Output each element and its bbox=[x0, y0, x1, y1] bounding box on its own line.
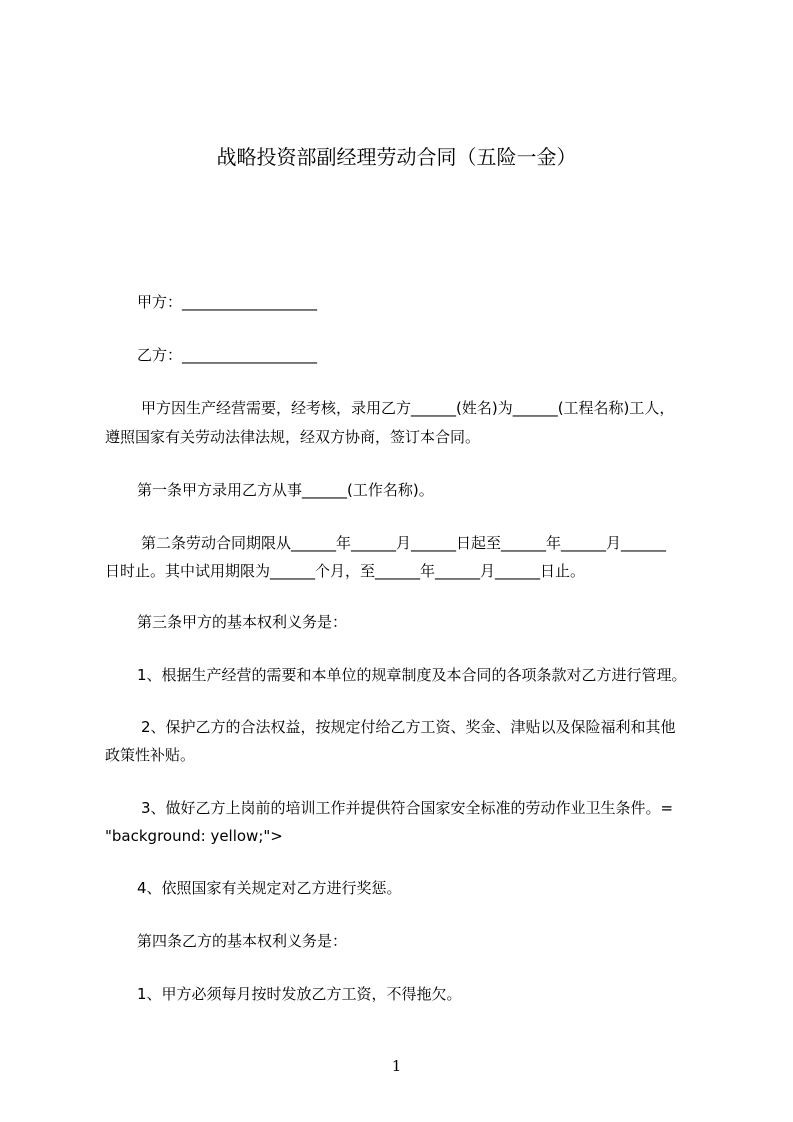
document-title: 战略投资部副经理劳动合同（五险一金） bbox=[216, 145, 577, 169]
article-2-line-2: 日时止。其中试用期限为______个月，至______年______月______日止。 bbox=[105, 562, 586, 580]
article-3-item-1: 1、根据生产经营的需要和本单位的规章制度及本合同的各项条款对乙方进行管理。 bbox=[137, 666, 687, 684]
article-1: 第一条甲方录用乙方从事______(工作名称)。 bbox=[137, 481, 434, 499]
party-a-line: 甲方：__________________ bbox=[137, 293, 318, 311]
page-number: 1 bbox=[391, 1057, 402, 1075]
article-4-heading: 第四条乙方的基本权利义务是： bbox=[137, 932, 348, 950]
article-3-item-2-line-2: 政策性补贴。 bbox=[105, 746, 196, 764]
intro-paragraph-line-1: 甲方因生产经营需要，经考核，录用乙方______(姓名)为______(工程名称)工人， bbox=[141, 399, 675, 417]
article-2-line-1: 第二条劳动合同期限从______年______月______日起至______年______月______ bbox=[141, 534, 667, 552]
party-b-line: 乙方：__________________ bbox=[137, 346, 318, 364]
article-3-heading: 第三条甲方的基本权利义务是： bbox=[137, 613, 348, 631]
article-3-item-4: 4、依照国家有关规定对乙方进行奖惩。 bbox=[137, 879, 402, 897]
article-3-item-2-line-1: 2、保护乙方的合法权益，按规定付给乙方工资、奖金、津贴以及保险福利和其他 bbox=[141, 718, 676, 736]
article-4-item-1: 1、甲方必须每月按时发放乙方工资，不得拖欠。 bbox=[137, 985, 462, 1003]
article-3-item-3-line-2: "background: yellow;"> bbox=[105, 827, 283, 845]
intro-paragraph-line-2: 遵照国家有关劳动法律法规，经双方协商，签订本合同。 bbox=[105, 428, 481, 446]
article-3-item-3-line-1: 3、做好乙方上岗前的培训工作并提供符合国家安全标准的劳动作业卫生条件。= bbox=[141, 799, 674, 817]
